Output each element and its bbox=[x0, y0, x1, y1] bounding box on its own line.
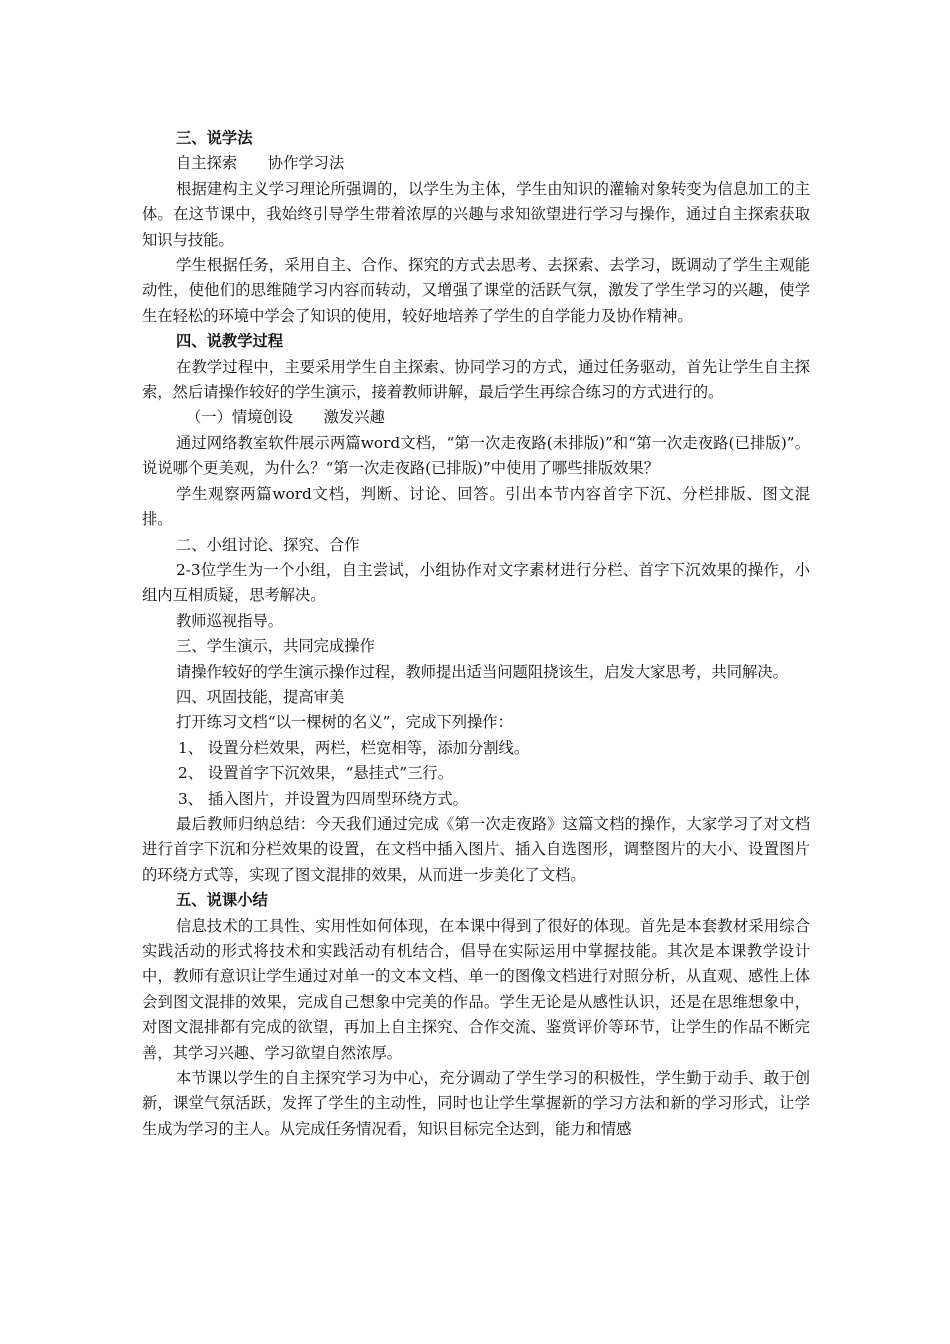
paragraph: 2-3位学生为一个小组，自主尝试，小组协作对文字素材进行分栏、首字下沉效果的操作，小组内互相质疑，思考解决。 bbox=[142, 560, 810, 605]
paragraph: 最后教师归纳总结：今天我们通过完成《第一次走夜路》这篇文档的操作，大家学习了对文档进行首字下沉和分栏效果的设置，在文档中插入图片、插入自选图形，调整图片的大小、设置图片的环绕方式等，实现了图文混排的效果，从而进一步美化了文档。 bbox=[142, 814, 810, 884]
paragraph: 本节课以学生的自主探究学习为中心，充分调动了学生学习的积极性，学生勤于动手、敢于创新，课堂气氛活跃，发挥了学生的主动性，同时也让学生掌握新的学习方法和新的学习形式，让学生成为学习的主人。从完成任务情况看，知识目标完全达到，能力和情感 bbox=[142, 1069, 810, 1138]
document-page bbox=[142, 126, 810, 1142]
subsection-heading: （一）情境创设 激发兴趣 bbox=[186, 408, 385, 427]
list-item: 3、 插入图片，并设置为四周型环绕方式。 bbox=[178, 789, 468, 808]
list-item: 1、 设置分栏效果，两栏，栏宽相等，添加分割线。 bbox=[178, 738, 530, 757]
paragraph: 通过网络教室软件展示两篇word文档，“第一次走夜路(未排版)”和“第一次走夜路(已排版)”。说说哪个更美观，为什么？“第一次走夜路(已排版)”中使用了哪些排版效果？ bbox=[142, 433, 810, 478]
paragraph: 学生根据任务，采用自主、合作、探究的方式去思考、去探索、去学习，既调动了学生主观能动性，使他们的思维随学习内容而转动，又增强了课堂的活跃气氛，激发了学生学习的兴趣，使学生在轻松的环境中学会了知识的使用，较好地培养了学生的自学能力及协作精神。 bbox=[142, 256, 810, 325]
paragraph: 请操作较好的学生演示操作过程，教师提出适当问题阻挠该生，启发大家思考，共同解决。 bbox=[176, 662, 788, 681]
section-heading: 四、说教学过程 bbox=[176, 332, 284, 351]
paragraph: 自主探索 协作学习法 bbox=[176, 154, 345, 173]
section-heading: 五、说课小结 bbox=[176, 891, 268, 910]
subsection-heading: 二、小组讨论、探究、合作 bbox=[176, 535, 360, 554]
section-heading: 三、说学法 bbox=[176, 129, 253, 147]
paragraph: 教师巡视指导。 bbox=[176, 611, 284, 630]
paragraph: 学生观察两篇word文档，判断、讨论、回答。引出本节内容首字下沉、分栏排版、图文混排。 bbox=[142, 484, 810, 529]
paragraph: 信息技术的工具性、实用性如何体现，在本课中得到了很好的体现。首先是本套教材采用综合实践活动的形式将技术和实践活动有机结合，倡导在实际运用中掌握技能。其次是本课教学设计中，教师有意识让学生通过对单一的文本文档、单一的图像文档进行对照分析，从直观、感性上体会到图文混排的效果，完成自己想象中完美的作品。学生无论是从感性认识，还是在思维想象中，对图文混排都有完成的欲望，再加上自主探究、合作交流、鉴赏评价等环节，让学生的作品不断完善，其学习兴趣、学习欲望自然浓厚。 bbox=[142, 916, 810, 1062]
list-item: 2、 设置首字下沉效果，“悬挂式”三行。 bbox=[178, 764, 453, 783]
subsection-heading: 三、学生演示，共同完成操作 bbox=[176, 637, 375, 656]
subsection-heading: 四、巩固技能，提高审美 bbox=[176, 687, 345, 706]
paragraph: 根据建构主义学习理论所强调的，以学生为主体，学生由知识的灌输对象转变为信息加工的主体。在这节课中，我始终引导学生带着浓厚的兴趣与求知欲望进行学习与操作，通过自主探索获取知识与技能。 bbox=[142, 179, 810, 249]
paragraph: 打开练习文档“以一棵树的名义”，完成下列操作： bbox=[176, 713, 513, 732]
paragraph: 在教学过程中，主要采用学生自主探索、协同学习的方式，通过任务驱动，首先让学生自主探索，然后请操作较好的学生演示，接着教师讲解，最后学生再综合练习的方式进行的。 bbox=[142, 357, 810, 402]
